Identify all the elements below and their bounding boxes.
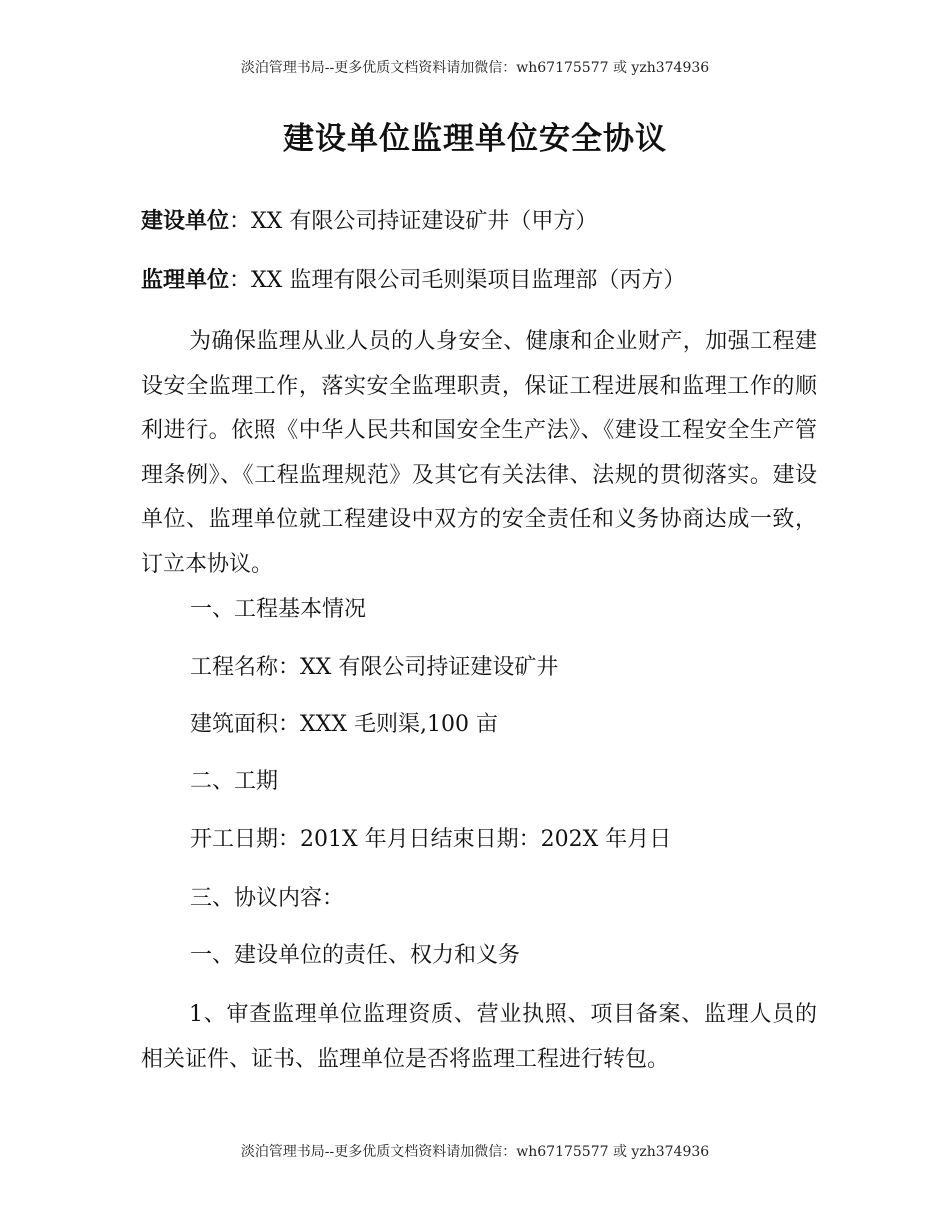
section-1-heading: 一、工程基本情况 xyxy=(190,597,367,622)
party-b-value: ：XX 监理有限公司毛则渠项目监理部（丙方） xyxy=(229,268,686,293)
party-b-label: 监理单位 xyxy=(141,268,230,293)
party-a-label: 建设单位 xyxy=(141,209,230,234)
intro-paragraph: 为确保监理从业人员的人身安全、健康和企业财产，加强工程建设安全监理工作，落实安全监理职责，保证工程进展和监理工作的顺利进行。依照《中华人民共和国安全生产法》、《建设工程安全生产管理条例》、《工程监理规范》及其它有关法律、法规的贯彻落实。建设单位、监理单位就工程建设中双方的安全责任和义务协商达成一致，订立本协议。 xyxy=(141,329,817,577)
section-3-heading: 三、协议内容： xyxy=(190,886,345,911)
subsection-1-heading: 一、建设单位的责任、权力和义务 xyxy=(190,943,521,968)
document-title: 建设单位监理单位安全协议 xyxy=(283,121,667,157)
party-a-line xyxy=(141,204,821,235)
header-watermark-note: 淡泊管理书局--更多优质文档资料请加微信：wh67175577 或 yzh374936 xyxy=(240,60,710,76)
clause-item-1: 1、审查监理单位监理资质、营业执照、项目备案、监理人员的相关证件、证书、监理单位是否将监理工程进行转包。 xyxy=(141,1002,817,1072)
party-b-line xyxy=(141,263,821,294)
section-2-heading: 二、工期 xyxy=(190,769,279,794)
project-name-line: 工程名称：XX 有限公司持证建设矿井 xyxy=(190,655,559,680)
footer-watermark-note: 淡泊管理书局--更多优质文档资料请加微信：wh67175577 或 yzh374936 xyxy=(240,1144,710,1160)
schedule-dates-line: 开工日期：201X 年月日结束日期：202X 年月日 xyxy=(190,827,672,852)
party-a-value: ：XX 有限公司持证建设矿井（甲方） xyxy=(229,209,598,234)
building-area-line: 建筑面积：XXX 毛则渠,100 亩 xyxy=(190,712,498,737)
